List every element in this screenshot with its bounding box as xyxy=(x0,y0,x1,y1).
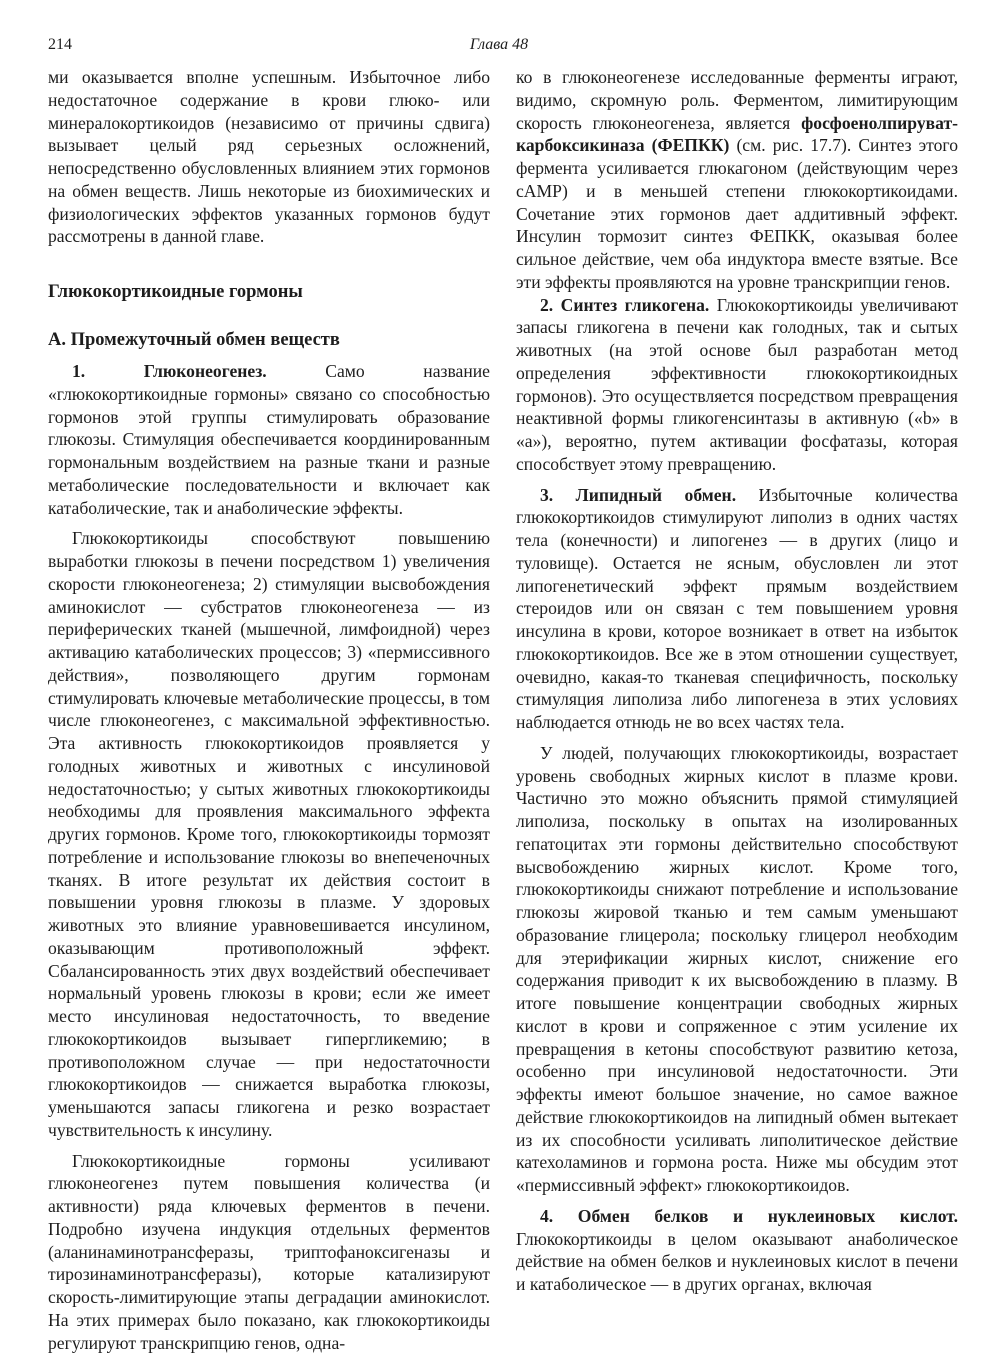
paragraph-text: Глюкокортикоиды в целом оказывают анаболическое действие на обмен белков и нуклеиновых кислот в печени и катаболическое — в других органах, включая xyxy=(516,1229,958,1295)
page-number: 214 xyxy=(48,36,72,54)
left-column xyxy=(48,66,490,1354)
right-column xyxy=(516,66,958,1296)
paragraph-continued xyxy=(516,66,958,294)
paragraph: У людей, получающих глюкокортикоиды, возрастает уровень свободных жирных кислот в плазме крови. Частично это можно объяснить прямой стимуляцией липолиза, поскольку в опытах на изолированных гепатоцитах эти гормоны действительно способствуют высвобождению жирных кислот. Кроме того, глюкокортикоиды снижают потребление и использование глюкозы жировой тканью и тем самым уменьшают образование глицерола; поскольку глицерол необходим для этерификации жирных кислот, снижение его содержания приводит к их высвобождению в плазму. В итоге повышение концентрации свободных жирных кислот в крови и сопряженное с этим усиление их превращения в кетоны способствуют развитию кетоза, особенно при инсулиновой недостаточности. Эти эффекты имеют большое значение, но самое важное действие глюкокортикоидов на липидный обмен вытекает из их способности усиливать липолитическое действие катехоламинов и гормона роста. Ниже мы обсудим этот «пермиссивный эффект» глюкокортикоидов. xyxy=(516,742,958,1197)
page-header xyxy=(48,36,950,58)
paragraph-text: Глюкокортикоиды увеличивают запасы гликогена в печени как голодных, так и сытых животных (на этой основе был разработан метод определения эффективности глюкокортикоидных гормонов). Это осуществляется посредством превращения неактивной формы гликогенсинтазы в активную («b» в «a»), вероятно, путем активации фосфатазы, которая способствует этому превращению. xyxy=(516,295,958,474)
paragraph-lead: 4. Обмен белков и нуклеиновых кислот. xyxy=(540,1206,958,1226)
paragraph-lead: 3. Липидный обмен. xyxy=(540,485,736,505)
paragraph-lead: 1. Глюконеогенез. xyxy=(72,361,267,381)
paragraph-continued: ми оказывается вполне успешным. Избыточное либо недостаточное содержание в крови глюко- или минералокортикоидов (независимо от причины сдвига) вызывает целый ряд серьезных осложнений, непосредственно обусловленных влиянием этих гормонов на обмен веществ. Лишь некоторые из биохимических и физиологических эффектов указанных гормонов будут рассмотрены в данной главе. xyxy=(48,66,490,248)
paragraph-text: Само название «глюкокортикоидные гормоны» связано со способностью гормонов этой группы стимулировать образование глюкозы. Стимуляция обеспечивается координированным гормональным воздействием на разные ткани и разные метаболические последовательности и включает как катаболические, так и анаболические эффекты. xyxy=(48,361,490,518)
paragraph: Глюкокортикоиды способствуют повышению выработки глюкозы в печени посредством 1) увеличения скорости глюконеогенеза; 2) стимуляции высвобождения аминокислот — субстратов глюконеогенеза — из периферических тканей (мышечной, лимфоидной) через активацию катаболических процессов; 3) «пермиссивного действия», позволяющего другим гормонам стимулировать ключевые метаболические процессы, в том числе глюконеогенез, с максимальной эффективностью. Эта активность глюкокортикоидов проявляется у голодных животных и животных с инсулиновой недостаточностью; у сытых животных глюкокортикоиды необходимы для проявления максимального эффекта других гормонов. Кроме того, глюкокортикоиды тормозят потребление и использование глюкозы во внепеченочных тканях. В итоге результат их действия состоит в повышении уровня глюкозы в плазме. У здоровых животных это влияние уравновешивается инсулином, оказывающим противоположный эффект. Сбалансированность этих двух воздействий обеспечивает нормальный уровень глюкозы в крови; если же имеет место инсулиновая недостаточность, то введение глюкокортикоидов вызывает гипергликемию; в противоположном случае — при недостаточности глюкокортикоидов — снижается выработка глюкозы, уменьшаются запасы гликогена и резко возрастает чувствительность к инсулину. xyxy=(48,527,490,1141)
paragraph-lipid-metabolism xyxy=(516,484,958,734)
paragraph-glycogen-synthesis xyxy=(516,294,958,476)
enzyme-term: фосфоенолпируват-карбоксикиназа (ФЕПКК) xyxy=(516,113,958,156)
running-head: Глава 48 xyxy=(48,36,950,54)
subsection-heading: А. Промежуточный обмен веществ xyxy=(48,328,490,352)
paragraph-gluconeogenesis xyxy=(48,360,490,519)
paragraph: Глюкокортикоидные гормоны усиливают глюконеогенез путем повышения количества (и активности) ряда ключевых ферментов в печени. Подробно изучена индукция отдельных ферментов (аланинаминотрансферазы, триптофаноксигеназы и тирозинаминотрансферазы), которые катализируют скорость-лимитирующие этапы деградации аминокислот. На этих примерах было показано, как глюкокортикоиды регулируют транскрипцию генов, одна- xyxy=(48,1150,490,1354)
paragraph-text: (см. рис. 17.7). Синтез этого фермента усиливается глюкагоном (действующим через cAMP) и в меньшей степени глюкокортикоидами. Сочетание этих гормонов дает аддитивный эффект. Инсулин тормозит синтез ФЕПКК, оказывая более сильное действие, чем оба индуктора вместе взятые. Все эти эффекты проявляются на уровне транскрипции генов. xyxy=(516,135,958,292)
paragraph-text: Избыточные количества глюкокортикоидов стимулируют липолиз в одних частях тела (конечности) и липогенез — в других (лицо и туловище). Остается не ясным, обусловлен ли этот липогенетический эффект прямым воздействием стероидов или он связан с тем повышением уровня инсулина в крови, которое возникает в ответ на избыток глюкокортикоидов. Все же в этом отношении существует, очевидно, какая-то тканевая специфичность, поскольку стимуляция липолиза либо липогенеза в этих условиях наблюдается отнюдь не во всех частях тела. xyxy=(516,485,958,733)
section-heading: Глюкокортикоидные гормоны xyxy=(48,280,490,304)
paragraph-protein-metabolism xyxy=(516,1205,958,1296)
paragraph-lead: 2. Синтез гликогена. xyxy=(540,295,709,315)
paragraph-text: ко в глюконеогенезе исследованные ферменты играют, видимо, скромную роль. Ферментом, лимитирующим скорость глюконеогенеза, является xyxy=(516,67,958,133)
